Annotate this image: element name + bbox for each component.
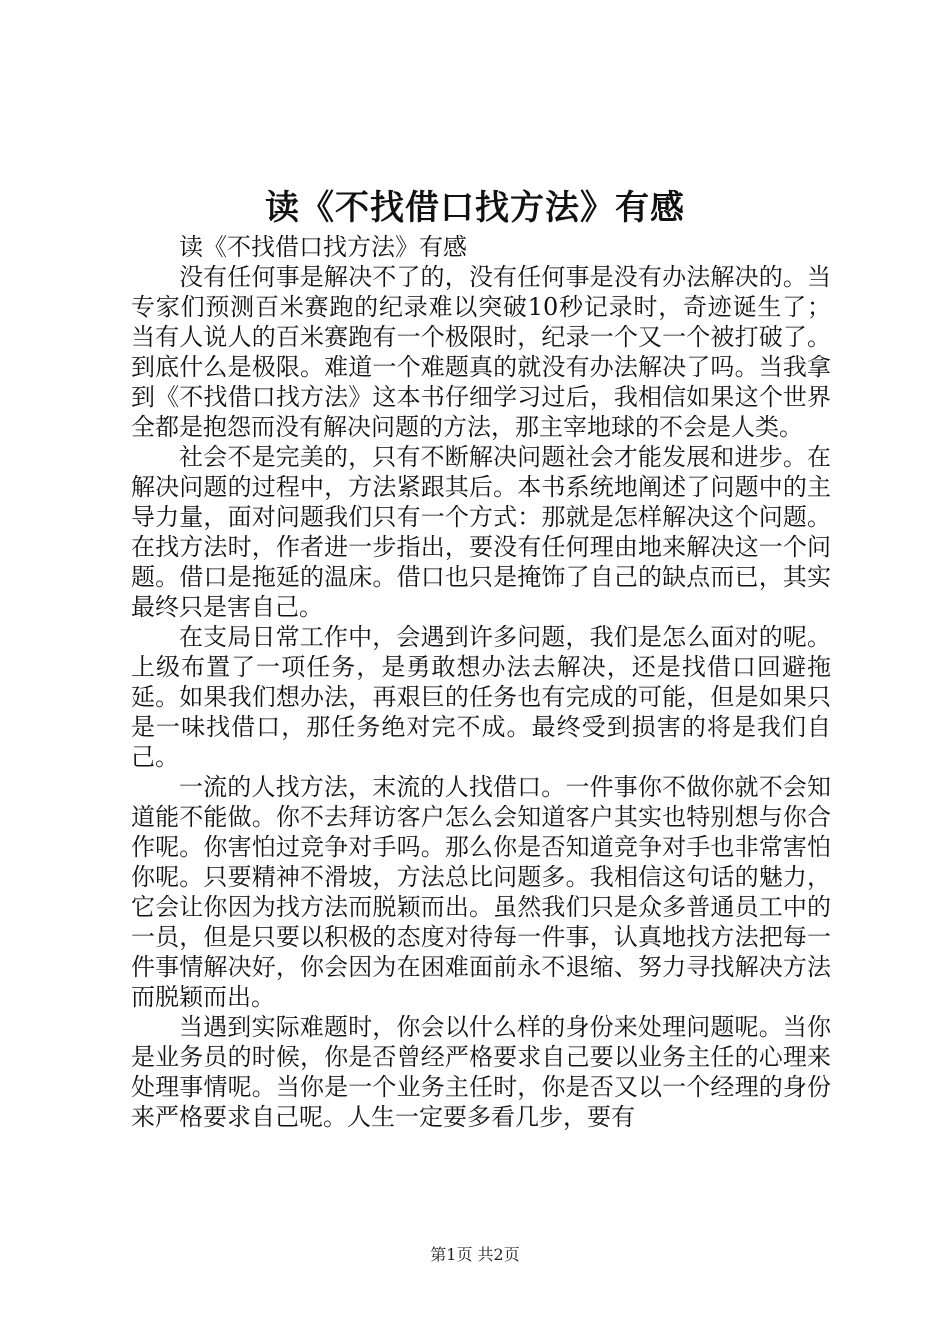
body-paragraph: 没有任何事是解决不了的，没有任何事是没有办法解决的。当专家们预测百米赛跑的纪录难以突破10秒记录时，奇迹诞生了；当有人说人的百米赛跑有一个极限时，纪录一个又一个被打破了。到底什么是极限。难道一个难题真的就没有办法解决了吗。当我拿到《不找借口找方法》这本书仔细学习过后，我相信如果这个世界全都是抱怨而没有解决问题的方法，那主宰地球的不会是人类。	[131, 263, 831, 441]
subtitle-paragraph: 读《不找借口找方法》有感	[179, 233, 467, 261]
document-body	[131, 232, 831, 1132]
document-title: 读《不找借口找方法》有感	[265, 188, 685, 228]
page-number-footer: 第1页 共2页	[430, 1245, 520, 1264]
body-paragraph: 在支局日常工作中，会遇到许多问题，我们是怎么面对的呢。上级布置了一项任务，是勇敢想办法去解决，还是找借口回避拖延。如果我们想办法，再艰巨的任务也有完成的可能，但是如果只是一味找借口，那任务绝对完不成。最终受到损害的将是我们自己。	[131, 623, 831, 771]
body-paragraph: 一流的人找方法，末流的人找借口。一件事你不做你就不会知道能不能做。你不去拜访客户怎么会知道客户其实也特别想与你合作呢。你害怕过竞争对手吗。那么你是否知道竞争对手也非常害怕你呢。只要精神不滑坡，方法总比问题多。我相信这句话的魅力，它会让你因为找方法而脱颖而出。虽然我们只是众多普通员工中的一员，但是只要以积极的态度对待每一件事，认真地找方法把每一件事情解决好，你会因为在困难面前永不退缩、努力寻找解决方法而脱颖而出。	[131, 773, 831, 1011]
body-paragraph: 当遇到实际难题时，你会以什么样的身份来处理问题呢。当你是业务员的时候，你是否曾经严格要求自己要以业务主任的心理来处理事情呢。当你是一个业务主任时，你是否又以一个经理的身份来严格要求自己呢。人生一定要多看几步，要有	[131, 1013, 831, 1131]
body-paragraph: 社会不是完美的，只有不断解决问题社会才能发展和进步。在解决问题的过程中，方法紧跟其后。本书系统地阐述了问题中的主导力量，面对问题我们只有一个方式：那就是怎样解决这个问题。在找方法时，作者进一步指出，要没有任何理由地来解决这一个问题。借口是拖延的温床。借口也只是掩饰了自己的缺点而已，其实最终只是害自己。	[131, 443, 831, 621]
